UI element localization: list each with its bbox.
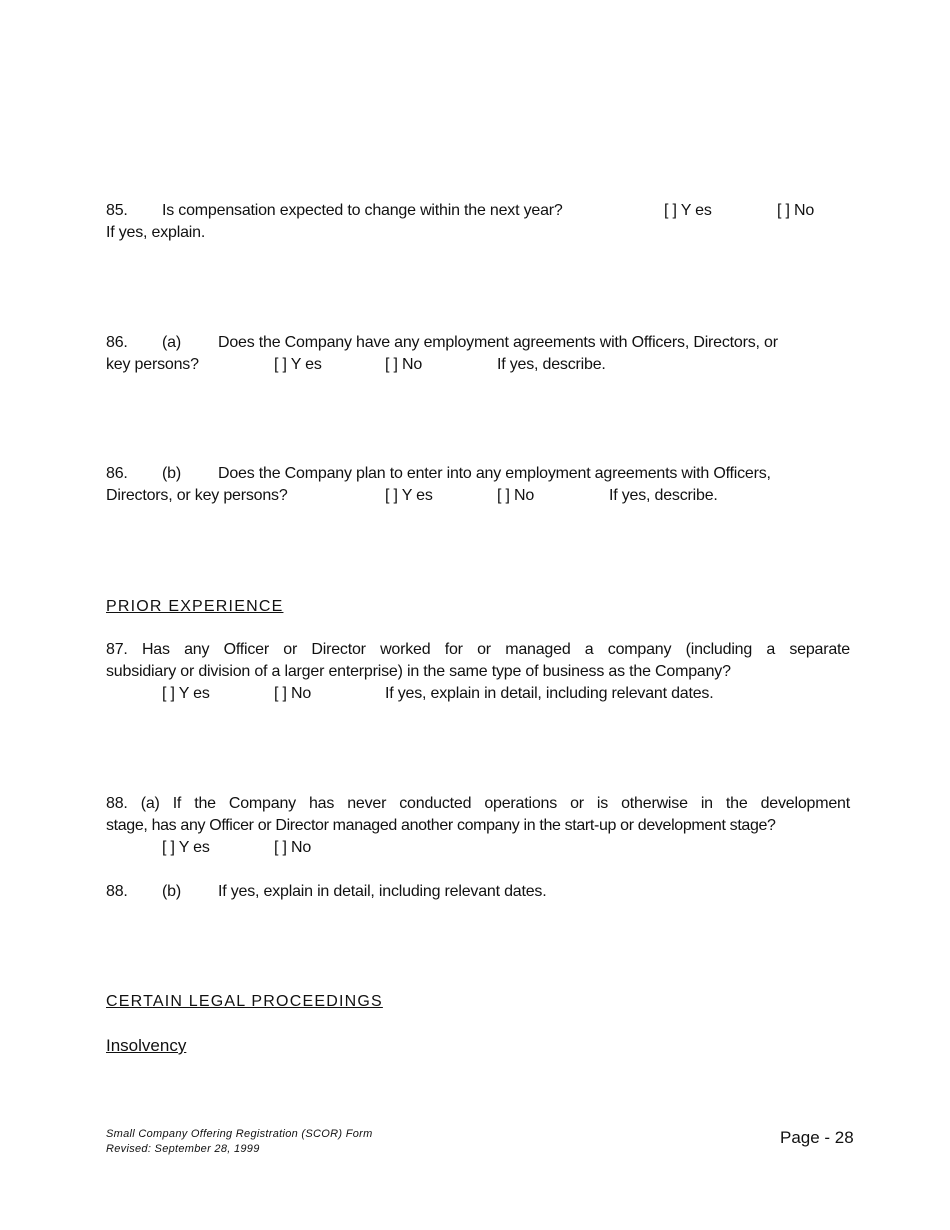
q86b-sub: (b) bbox=[162, 465, 181, 482]
q88a-line1 bbox=[106, 793, 850, 815]
q87-no-checkbox[interactable]: [ ] No bbox=[274, 685, 312, 702]
q87-line2: subsidiary or division of a larger enterprise) in the same type of business as the Company? bbox=[106, 663, 731, 680]
q85-number: 85. bbox=[106, 202, 128, 219]
footer-page-number: Page - 28 bbox=[780, 1128, 854, 1147]
q86b-yes-checkbox[interactable]: [ ] Y es bbox=[385, 487, 433, 504]
q86a-question: Does the Company have any employment agreements with Officers, Directors, or bbox=[218, 334, 778, 351]
section-heading-prior-experience: PRIOR EXPERIENCE bbox=[106, 598, 284, 615]
q85-question: Is compensation expected to change within the next year? bbox=[162, 202, 563, 219]
q85-yes-checkbox[interactable]: [ ] Y es bbox=[664, 202, 712, 219]
q86b-line2: Directors, or key persons? bbox=[106, 487, 288, 504]
q86a-sub: (a) bbox=[162, 334, 181, 351]
q87-yes-checkbox[interactable]: [ ] Y es bbox=[162, 685, 210, 702]
q86b-question: Does the Company plan to enter into any employment agreements with Officers, bbox=[218, 465, 771, 482]
q88a-line2: stage, has any Officer or Director managed another company in the start-up or development stage? bbox=[106, 817, 776, 834]
footer-form-info bbox=[106, 1127, 373, 1157]
footer-revised-date: Revised: September 28, 1999 bbox=[106, 1143, 260, 1155]
q86a-number: 86. bbox=[106, 334, 128, 351]
q87-number: 87. bbox=[106, 641, 128, 658]
subheading-insolvency: Insolvency bbox=[106, 1036, 187, 1055]
q88b-number: 88. bbox=[106, 883, 128, 900]
q88a-sub: (a) bbox=[140, 795, 160, 812]
q87-note: If yes, explain in detail, including relevant dates. bbox=[385, 685, 714, 702]
q86a-line2: key persons? bbox=[106, 356, 199, 373]
q86b-number: 86. bbox=[106, 465, 128, 482]
q88a-no-checkbox[interactable]: [ ] No bbox=[274, 839, 312, 856]
q87-line1 bbox=[106, 639, 850, 661]
q86a-yes-checkbox[interactable]: [ ] Y es bbox=[274, 356, 322, 373]
q85-no-checkbox[interactable]: [ ] No bbox=[777, 202, 815, 219]
q88a-question: If the Company has never conducted operations or is otherwise in the development bbox=[172, 795, 850, 812]
q86a-line1 bbox=[106, 332, 778, 354]
q88b-line bbox=[106, 881, 546, 903]
footer-form-name: Small Company Offering Registration (SCOR) Form bbox=[106, 1128, 373, 1140]
q86b-note: If yes, describe. bbox=[609, 487, 718, 504]
q86b-no-checkbox[interactable]: [ ] No bbox=[497, 487, 535, 504]
q86a-note: If yes, describe. bbox=[497, 356, 606, 373]
q88b-question: If yes, explain in detail, including relevant dates. bbox=[218, 883, 547, 900]
section-heading-legal-proceedings: CERTAIN LEGAL PROCEEDINGS bbox=[106, 993, 383, 1010]
q88a-yes-checkbox[interactable]: [ ] Y es bbox=[162, 839, 210, 856]
q88a-number: 88. bbox=[106, 795, 128, 812]
q87-question: Has any Officer or Director worked for or managed a company (including a separate bbox=[141, 641, 850, 658]
q85-line1 bbox=[106, 200, 563, 222]
q86a-no-checkbox[interactable]: [ ] No bbox=[385, 356, 423, 373]
q85-line2: If yes, explain. bbox=[106, 224, 206, 241]
q86b-line1 bbox=[106, 463, 771, 485]
q88b-sub: (b) bbox=[162, 883, 181, 900]
